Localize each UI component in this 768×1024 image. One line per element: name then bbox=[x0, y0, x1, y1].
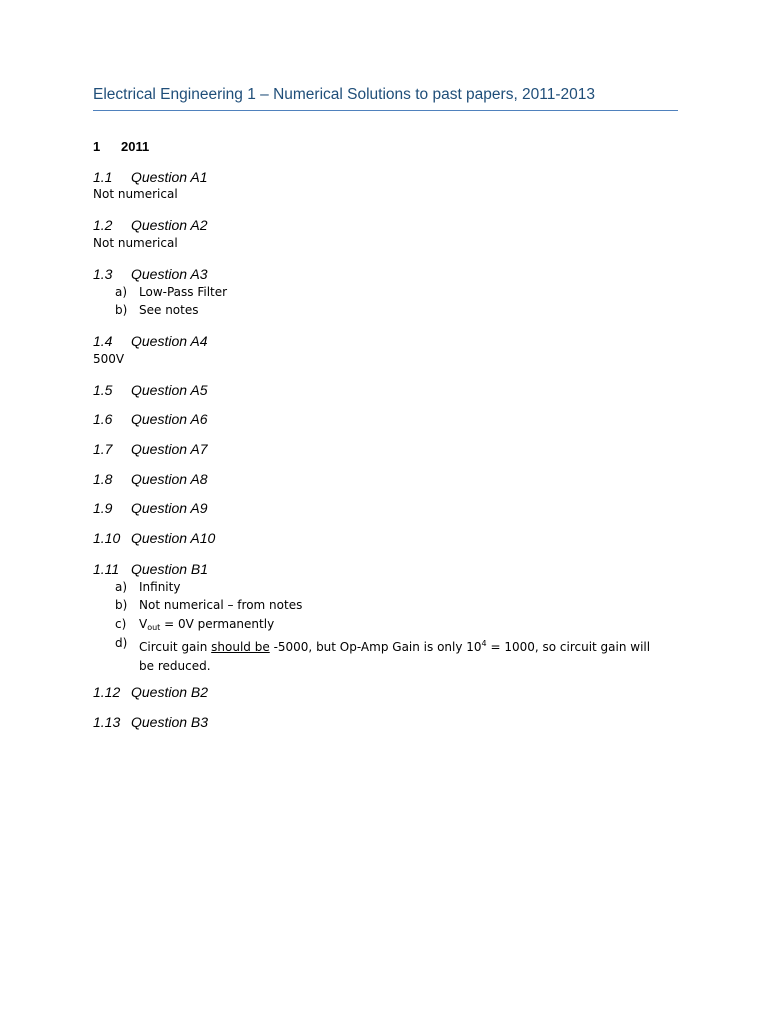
section-number: 1 bbox=[93, 139, 101, 154]
voltage-symbol: V bbox=[139, 617, 148, 631]
subsection-title: Question A6 bbox=[131, 411, 208, 427]
list-item-b1-d bbox=[115, 634, 655, 676]
subsection-title: Question A9 bbox=[131, 500, 208, 516]
subsection-number: 1.4 bbox=[93, 333, 113, 349]
subsection-title: Question A1 bbox=[131, 169, 208, 185]
subsection-heading-a10 bbox=[93, 530, 215, 546]
subsection-number: 1.1 bbox=[93, 169, 113, 185]
subsection-title: Question A4 bbox=[131, 333, 208, 349]
subsection-number: 1.12 bbox=[93, 684, 121, 700]
subsection-heading-a4 bbox=[93, 333, 208, 349]
voltage-subscript: out bbox=[147, 623, 161, 632]
subsection-number: 1.11 bbox=[93, 561, 120, 577]
list-item-b1-a bbox=[115, 578, 655, 597]
subsection-number: 1.3 bbox=[93, 266, 113, 282]
subsection-title: Question A2 bbox=[131, 217, 208, 233]
subsection-number: 1.5 bbox=[93, 382, 113, 398]
list-text: Infinity bbox=[139, 580, 181, 594]
subsection-heading-a3 bbox=[93, 266, 208, 282]
list-text bbox=[139, 634, 655, 676]
section-heading-2011 bbox=[93, 139, 149, 154]
subsection-number: 1.9 bbox=[93, 500, 113, 516]
subsection-heading-a2 bbox=[93, 217, 208, 233]
subsection-number: 1.6 bbox=[93, 411, 113, 427]
subsection-title: Question B2 bbox=[131, 684, 209, 700]
list-marker: d) bbox=[115, 636, 128, 650]
list-text: Not numerical – from notes bbox=[139, 598, 303, 612]
subsection-heading-a7 bbox=[93, 441, 208, 457]
subsection-number: 1.7 bbox=[93, 441, 113, 457]
list-marker: b) bbox=[115, 598, 128, 612]
list-text-rest: = 0V permanently bbox=[160, 617, 275, 631]
subsection-title: Question A8 bbox=[131, 471, 208, 487]
list-marker: a) bbox=[115, 580, 128, 594]
subsection-number: 1.2 bbox=[93, 217, 113, 233]
list-item-a3-a bbox=[115, 283, 655, 302]
list-marker: c) bbox=[115, 617, 127, 631]
subsection-heading-b3 bbox=[93, 714, 208, 730]
subsection-title: Question B1 bbox=[131, 561, 209, 577]
list-text-mid: -5000, but Op-Amp Gain is only 10 bbox=[269, 640, 482, 654]
subsection-answer-a1: Not numerical bbox=[93, 187, 178, 201]
exponent: 4 bbox=[481, 639, 487, 648]
list-item-b1-b bbox=[115, 596, 655, 615]
list-marker: b) bbox=[115, 303, 128, 317]
subsection-heading-b1 bbox=[93, 561, 208, 577]
subsection-heading-a9 bbox=[93, 500, 208, 516]
subsection-title: Question A7 bbox=[131, 441, 208, 457]
list-text-post: = 1000, so circuit gain will be reduced. bbox=[139, 640, 651, 673]
document-title: Electrical Engineering 1 – Numerical Solutions to past papers, 2011-2013 bbox=[93, 86, 678, 111]
section-title: 2011 bbox=[121, 139, 150, 154]
subsection-heading-a5 bbox=[93, 382, 208, 398]
subsection-number: 1.8 bbox=[93, 471, 113, 487]
subsection-heading-b2 bbox=[93, 684, 208, 700]
subsection-heading-a6 bbox=[93, 411, 208, 427]
subsection-heading-a1 bbox=[93, 169, 208, 185]
subsection-title: Question B3 bbox=[131, 714, 209, 730]
subsection-answer-a4: 500V bbox=[93, 352, 125, 366]
subsection-answer-a2: Not numerical bbox=[93, 236, 178, 250]
subsection-title: Question A3 bbox=[131, 266, 208, 282]
list-marker: a) bbox=[115, 285, 128, 299]
subsection-number: 1.13 bbox=[93, 714, 121, 730]
list-text: Low-Pass Filter bbox=[139, 285, 228, 299]
list-text-pre: Circuit gain bbox=[139, 640, 212, 654]
subsection-number: 1.10 bbox=[93, 530, 121, 546]
subsection-heading-a8 bbox=[93, 471, 208, 487]
subsection-title: Question A10 bbox=[131, 530, 216, 546]
list-text: See notes bbox=[139, 303, 199, 317]
subsection-title: Question A5 bbox=[131, 382, 208, 398]
list-item-a3-b bbox=[115, 301, 655, 320]
underlined-text: should be bbox=[211, 640, 270, 654]
